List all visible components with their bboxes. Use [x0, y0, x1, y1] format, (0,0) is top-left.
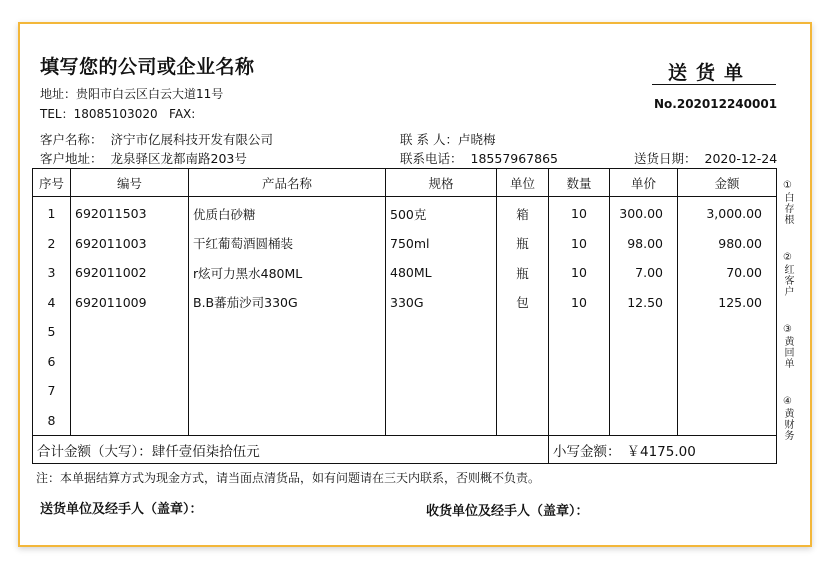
row-price	[610, 376, 678, 406]
contact-phone-label: 联系电话：	[400, 151, 463, 166]
row-code	[71, 347, 189, 377]
row-product-name	[189, 376, 386, 406]
row-product-name: 优质白砂糖	[189, 197, 386, 229]
copy-label-red: ②红客户	[782, 252, 793, 297]
header-product-name: 产品名称	[189, 169, 386, 197]
customer-name-label: 客户名称：	[40, 132, 103, 147]
row-no: 4	[33, 288, 71, 318]
row-code: 692011002	[71, 258, 189, 288]
row-unit: 瓶	[497, 258, 549, 288]
row-unit	[497, 376, 549, 406]
row-amount	[678, 406, 777, 436]
table-body	[33, 197, 777, 436]
row-code: 692011503	[71, 197, 189, 229]
copy-label-white: ①白存根	[782, 180, 793, 225]
items-table	[32, 168, 777, 464]
row-spec: 750ml	[386, 229, 497, 259]
row-qty: 10	[549, 288, 610, 318]
contact-person	[400, 130, 495, 148]
table-row	[33, 406, 777, 436]
row-price: 12.50	[610, 288, 678, 318]
row-qty	[549, 347, 610, 377]
delivery-date-value: 2020-12-24	[704, 151, 778, 166]
row-spec: 500克	[386, 197, 497, 229]
table-row	[33, 229, 777, 259]
row-qty: 10	[549, 229, 610, 259]
row-amount	[678, 376, 777, 406]
row-no: 8	[33, 406, 71, 436]
sender-signature: 送货单位及经手人（盖章）：	[40, 502, 203, 517]
row-price	[610, 317, 678, 347]
header-spec: 规格	[386, 169, 497, 197]
customer-address	[40, 149, 247, 167]
row-spec	[386, 406, 497, 436]
row-spec	[386, 347, 497, 377]
table-header-row	[33, 169, 777, 197]
company-fax-label: FAX:	[169, 107, 196, 121]
table-row	[33, 288, 777, 318]
row-no: 2	[33, 229, 71, 259]
row-unit	[497, 406, 549, 436]
row-no: 1	[33, 197, 71, 229]
header-code: 编号	[71, 169, 189, 197]
header-qty: 数量	[549, 169, 610, 197]
total-row	[33, 436, 777, 464]
row-price: 7.00	[610, 258, 678, 288]
company-address	[40, 85, 223, 102]
receiver-signature: 收货单位及经手人（盖章）：	[426, 504, 589, 519]
contact-phone	[400, 149, 558, 167]
row-qty	[549, 406, 610, 436]
row-product-name: 干红葡萄酒圆桶装	[189, 229, 386, 259]
row-price	[610, 347, 678, 377]
row-spec	[386, 317, 497, 347]
row-spec	[386, 376, 497, 406]
header-no: 序号	[33, 169, 71, 197]
row-code: 692011009	[71, 288, 189, 318]
table-row	[33, 258, 777, 288]
header-price: 单价	[610, 169, 678, 197]
row-code	[71, 376, 189, 406]
row-product-name	[189, 347, 386, 377]
delivery-date	[634, 149, 777, 167]
title-underline	[652, 84, 776, 85]
row-qty	[549, 376, 610, 406]
row-amount	[678, 347, 777, 377]
delivery-date-label: 送货日期：	[634, 151, 697, 166]
contact-person-value: 卢晓梅	[457, 132, 496, 147]
document-number: No.202012240001	[654, 97, 778, 111]
company-tel-value: 18085103020	[73, 107, 158, 121]
row-qty	[549, 317, 610, 347]
row-price: 300.00	[610, 197, 678, 229]
row-unit	[497, 317, 549, 347]
total-lower-value: ￥4175.00	[626, 443, 696, 460]
row-product-name	[189, 317, 386, 347]
row-no: 6	[33, 347, 71, 377]
contact-phone-value: 18557967865	[470, 151, 558, 166]
row-amount: 125.00	[678, 288, 777, 318]
table-row	[33, 197, 777, 229]
company-address-label: 地址：	[40, 87, 77, 101]
row-no: 7	[33, 376, 71, 406]
customer-address-value: 龙泉驿区龙都南路203号	[110, 151, 247, 166]
header-amount: 金额	[678, 169, 777, 197]
delivery-note-sheet	[18, 22, 812, 547]
table-row	[33, 376, 777, 406]
row-qty: 10	[549, 258, 610, 288]
row-spec: 480ML	[386, 258, 497, 288]
company-address-value: 贵阳市白云区白云大道11号	[76, 87, 224, 101]
document-title: 送货单	[668, 62, 753, 84]
row-unit: 包	[497, 288, 549, 318]
total-upper-cell	[33, 436, 549, 464]
row-amount: 980.00	[678, 229, 777, 259]
row-price	[610, 406, 678, 436]
row-code: 692011003	[71, 229, 189, 259]
row-unit: 瓶	[497, 229, 549, 259]
table-row	[33, 317, 777, 347]
total-lower-label: 小写金额：	[553, 443, 621, 460]
copy-label-yellow-finance: ④黄财务	[782, 396, 793, 441]
copy-label-yellow-return: ③黄回单	[782, 324, 793, 369]
row-qty: 10	[549, 197, 610, 229]
row-unit	[497, 347, 549, 377]
row-no: 5	[33, 317, 71, 347]
footnote: 注：本单据结算方式为现金方式，请当面点清货品，如有问题请在三天内联系，否则概不负责。	[36, 471, 541, 485]
row-product-name: r炫可力黑水480ML	[189, 258, 386, 288]
customer-name	[40, 130, 273, 148]
company-name: 填写您的公司或企业名称	[40, 56, 255, 78]
table-row	[33, 347, 777, 377]
company-tel	[40, 105, 195, 122]
row-code	[71, 406, 189, 436]
company-tel-label: TEL：	[40, 107, 74, 121]
customer-address-label: 客户地址：	[40, 151, 103, 166]
row-amount	[678, 317, 777, 347]
row-product-name	[189, 406, 386, 436]
row-no: 3	[33, 258, 71, 288]
total-upper-value: 肆仟壹佰柒拾伍元	[151, 443, 260, 460]
customer-name-value: 济宁市亿展科技开发有限公司	[110, 132, 274, 147]
total-upper-label: 合计金额（大写）：	[37, 443, 152, 460]
row-code	[71, 317, 189, 347]
row-price: 98.00	[610, 229, 678, 259]
row-spec: 330G	[386, 288, 497, 318]
header-unit: 单位	[497, 169, 549, 197]
row-amount: 70.00	[678, 258, 777, 288]
total-lower-cell	[549, 436, 777, 464]
contact-person-label: 联 系 人：	[400, 132, 458, 147]
row-unit: 箱	[497, 197, 549, 229]
row-amount: 3,000.00	[678, 197, 777, 229]
row-product-name: B.B蕃茄沙司330G	[189, 288, 386, 318]
